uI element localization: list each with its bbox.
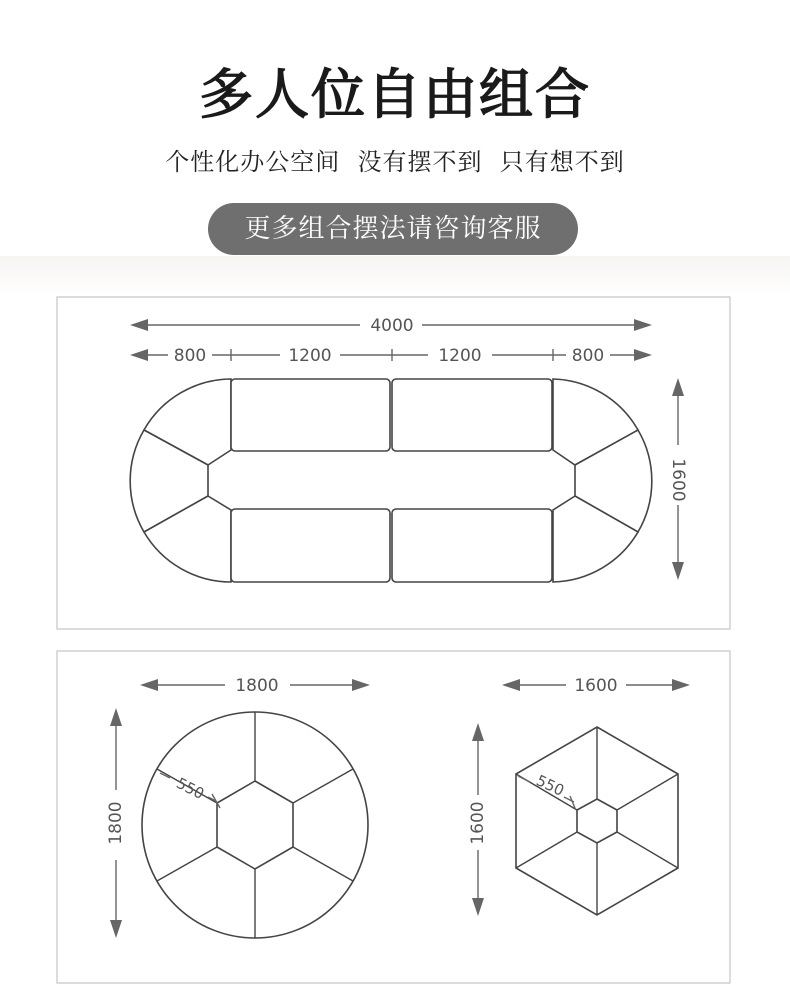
round-height-label: 1800 bbox=[106, 801, 126, 845]
round-arrangement bbox=[142, 712, 368, 938]
oval-total-label: 4000 bbox=[370, 316, 414, 336]
oval-end-right-label: 800 bbox=[571, 346, 605, 366]
round-inner-label: 550 bbox=[173, 774, 208, 804]
hex-height-label: 1600 bbox=[468, 801, 488, 845]
oval-mid-right-label: 1200 bbox=[438, 346, 482, 366]
consult-service-badge: 更多组合摆法请咨询客服 bbox=[208, 203, 578, 255]
hex-arrangement bbox=[516, 727, 678, 915]
oval-right-end-cap bbox=[553, 379, 652, 582]
page-title: 多人位自由组合 bbox=[199, 63, 591, 126]
oval-depth-label: 1600 bbox=[668, 458, 688, 502]
round-width-label: 1800 bbox=[235, 676, 279, 696]
oval-straight-modules bbox=[231, 379, 552, 582]
page-subtitle: 个性化办公空间 没有摆不到 只有想不到 bbox=[165, 148, 625, 176]
oval-mid-left-label: 1200 bbox=[288, 346, 332, 366]
oval-left-end-cap bbox=[130, 379, 231, 582]
hex-width-label: 1600 bbox=[574, 676, 618, 696]
hex-inner-label: 550 bbox=[533, 771, 567, 800]
oval-end-left-label: 800 bbox=[173, 346, 207, 366]
